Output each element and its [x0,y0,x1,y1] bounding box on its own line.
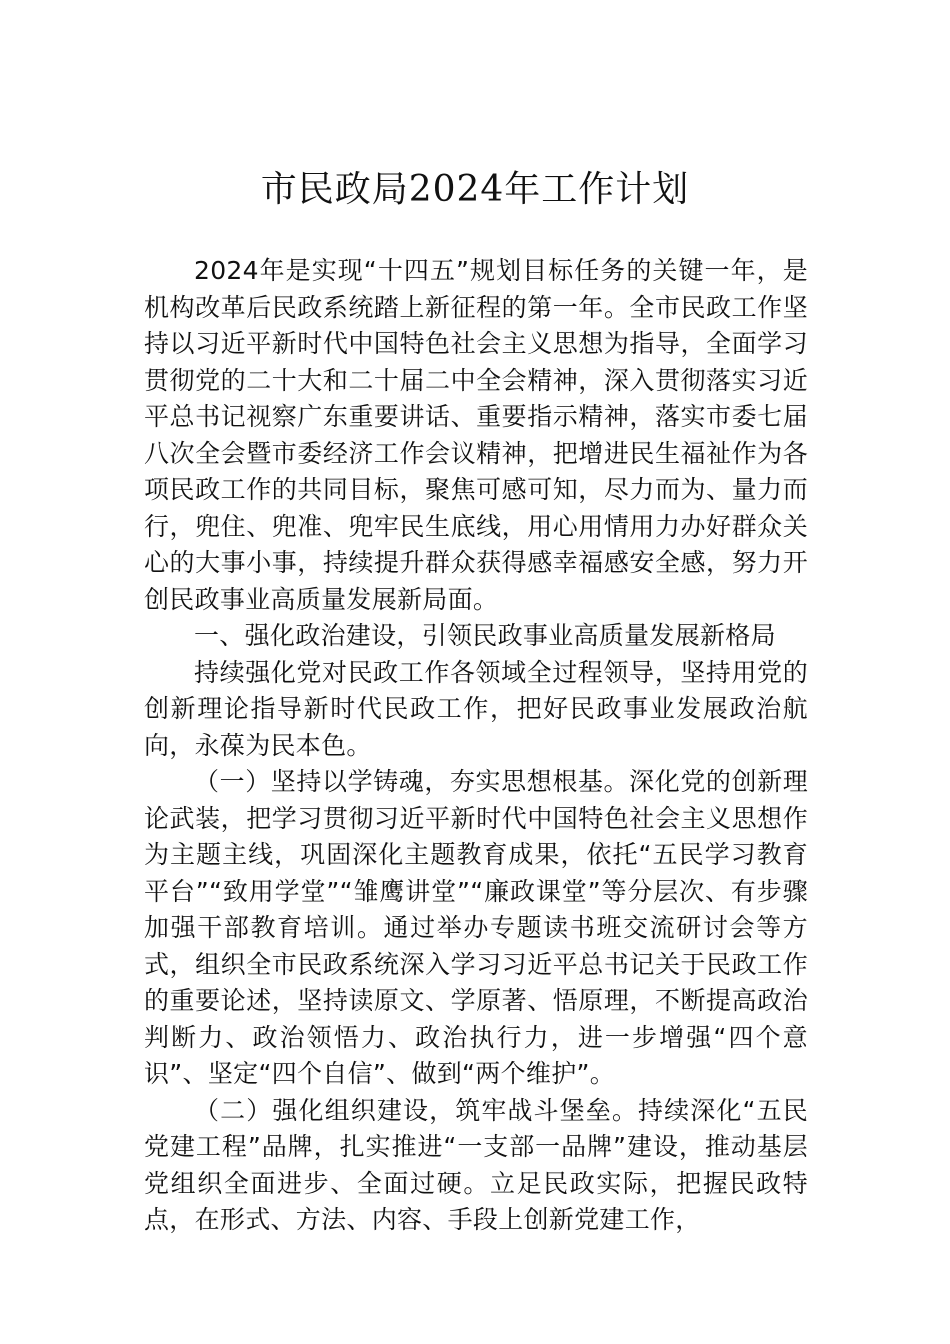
subsection-paragraph-1: （一）坚持以学铸魂，夯实思想根基。深化党的创新理论武装，把学习贯彻习近平新时代中国特色社会主义思想作为主题主线，巩固深化主题教育成果，依托“五民学习教育平台”“致用学堂”“雏鹰讲堂”“廉政课堂”等分层次、有步骤加强干部教育培训。通过举办专题读书班交流研讨会等方式，组织全市民政系统深入学习习近平总书记关于民政工作的重要论述，坚持读原文、学原著、悟原理，不断提高政治判断力、政治领悟力、政治执行力，进一步增强“四个意识”、坚定“四个自信”、做到“两个维护”。 [144,767,808,1088]
section-heading: 一、强化政治建设，引领民政事业高质量发展新格局 [194,621,776,650]
document-title: 市民政局2024年工作计划 [260,169,690,210]
intro-paragraph: 2024年是实现“十四五”规划目标任务的关键一年，是机构改革后民政系统踏上新征程的第一年。全市民政工作坚持以习近平新时代中国特色社会主义思想为指导，全面学习贯彻党的二十大和二十届二中全会精神，深入贯彻落实习近平总书记视察广东重要讲话、重要指示精神，落实市委七届八次全会暨市委经济工作会议精神，把增进民生福祉作为各项民政工作的共同目标，聚焦可感可知，尽力而为、量力而行，兜住、兜准、兜牢民生底线，用心用情用力办好群众关心的大事小事，持续提升群众获得感幸福感安全感，努力开创民政事业高质量发展新局面。 [144,256,808,614]
document-body [144,253,808,1239]
section-paragraph: 持续强化党对民政工作各领域全过程领导，坚持用党的创新理论指导新时代民政工作，把好民政事业发展政治航向，永葆为民本色。 [144,657,808,760]
subsection-paragraph-2: （二）强化组织建设，筑牢战斗堡垒。持续深化“五民党建工程”品牌，扎实推进“一支部一品牌”建设，推动基层党组织全面进步、全面过硬。立足民政实际，把握民政特点，在形式、方法、内容、手段上创新党建工作， [144,1095,808,1234]
